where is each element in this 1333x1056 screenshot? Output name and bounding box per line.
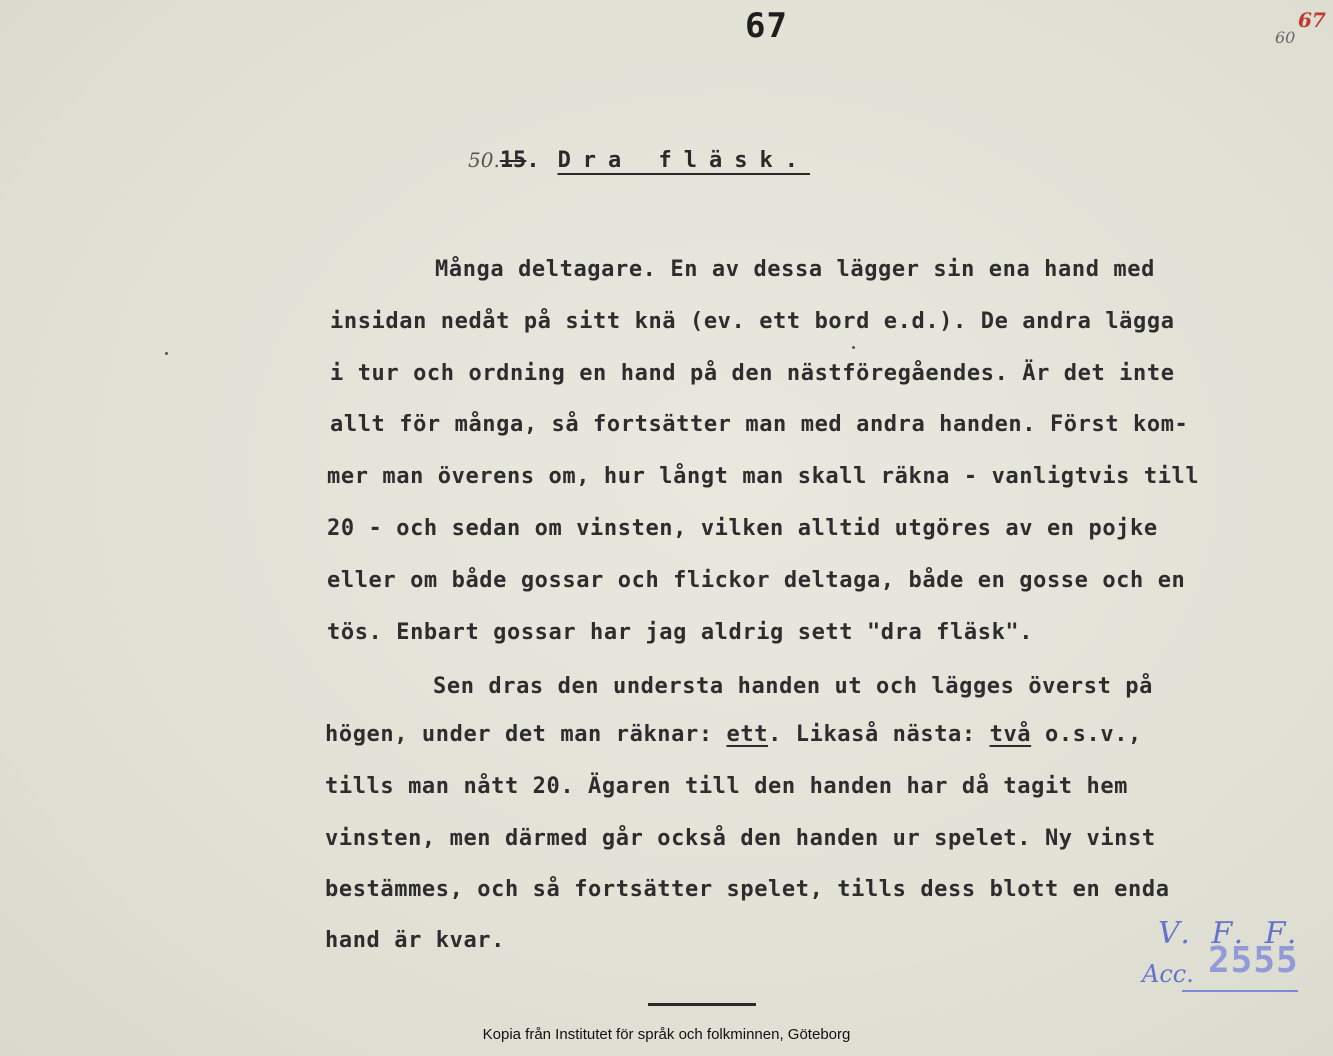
- paragraph-line: tös. Enbart gossar har jag aldrig sett "dra fläsk".: [327, 620, 1034, 645]
- underlined-word-ett: ett: [726, 722, 769, 747]
- section-title: [468, 148, 810, 173]
- paragraph-line: allt för många, så fortsätter man med andra handen. Först kom-: [330, 412, 1189, 437]
- paragraph-line: mer man överens om, hur långt man skall räkna - vanligtvis till: [327, 464, 1200, 489]
- archive-stamp: [1142, 918, 1312, 998]
- accession-label: Acc.: [1142, 960, 1194, 988]
- paragraph-line: Många deltagare. En av dessa lägger sin ena hand med: [435, 257, 1155, 282]
- stamp-initials: V. F. F.: [1158, 916, 1303, 951]
- underlined-word-tva: två: [989, 722, 1032, 747]
- text-segment: o.s.v.,: [1031, 722, 1142, 747]
- paragraph-line: tills man nått 20. Ägaren till den handen har då tagit hem: [325, 774, 1129, 799]
- paragraph-line: i tur och ordning en hand på den nästföregåendes. Är det inte: [330, 361, 1175, 386]
- title-text: Dra fläsk.: [557, 148, 811, 173]
- handwritten-section-number: 50.: [468, 148, 500, 172]
- paragraph-line: [325, 722, 1142, 747]
- paper-speck: [165, 352, 168, 355]
- paragraph-line: hand är kvar.: [325, 928, 505, 953]
- paragraph-line: 20 - och sedan om vinsten, vilken alltid utgöres av en pojke: [327, 516, 1158, 541]
- paragraph-line: eller om både gossar och flickor deltaga, både en gosse och en: [327, 568, 1186, 593]
- paragraph-line: bestämmes, och så fortsätter spelet, tills dess blott en enda: [325, 877, 1170, 902]
- stamp-underline: [1182, 990, 1298, 992]
- paper-speck: [852, 346, 855, 349]
- section-number-period: .: [526, 148, 540, 173]
- end-divider: [648, 1003, 756, 1006]
- archive-footer: Kopia från Institutet för språk och folkminnen, Göteborg: [482, 1026, 851, 1043]
- struck-section-number: 15: [499, 148, 527, 173]
- text-segment: . Likaså nästa:: [768, 722, 990, 747]
- page-number: 67: [745, 6, 788, 46]
- text-segment: högen, under det man räknar:: [325, 722, 727, 747]
- paragraph-line: Sen dras den understa handen ut och lägges överst på: [433, 674, 1153, 699]
- paragraph-line: vinsten, men därmed går också den handen ur spelet. Ny vinst: [325, 826, 1156, 851]
- red-page-annotation: 67: [1298, 8, 1326, 32]
- pencil-page-annotation: 60: [1275, 28, 1296, 47]
- accession-number: 2555: [1208, 940, 1299, 981]
- paragraph-line: insidan nedåt på sitt knä (ev. ett bord e.d.). De andra lägga: [330, 309, 1175, 334]
